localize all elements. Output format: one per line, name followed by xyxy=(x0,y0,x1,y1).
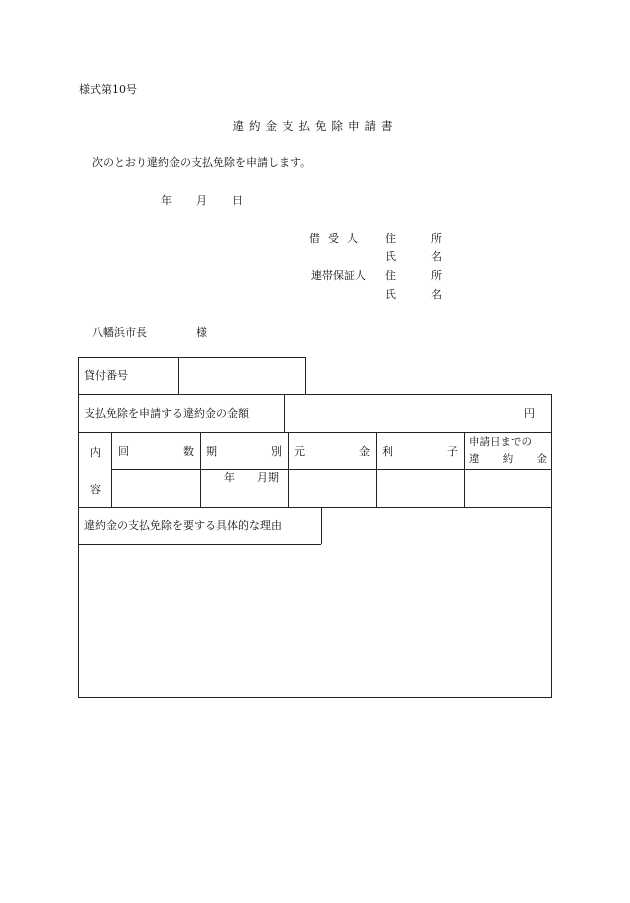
reason-label: 違約金の支払免除を要する具体的な理由 xyxy=(84,519,282,532)
content-label-bottom: 容 xyxy=(90,483,101,496)
reason-field[interactable] xyxy=(79,545,551,697)
loan-number-label: 貸付番号 xyxy=(84,369,128,382)
penalty-header-line2: 違 約 金 xyxy=(469,453,547,465)
guarantor-address-label: 住 所 xyxy=(385,269,454,282)
addressee-suffix: 様 xyxy=(196,326,207,339)
times-header: 回 数 xyxy=(118,445,194,458)
borrower-name-label: 氏 名 xyxy=(385,250,454,263)
loan-number-field[interactable] xyxy=(179,358,305,394)
guarantor-label: 連帯保証人 xyxy=(311,269,366,282)
guarantor-name-label: 氏 名 xyxy=(385,288,454,301)
date-month-label: 月 xyxy=(196,194,207,207)
content-label-top: 内 xyxy=(90,446,101,459)
addressee-name: 八幡浜市長 xyxy=(92,326,147,339)
form-number: 様式第10号 xyxy=(79,83,137,96)
amount-field[interactable] xyxy=(285,395,551,432)
period-value[interactable]: 年 月期 xyxy=(224,471,279,484)
amount-label: 支払免除を申請する違約金の金額 xyxy=(84,407,249,420)
period-header: 期 別 xyxy=(206,445,282,458)
date-day-label: 日 xyxy=(232,194,243,207)
penalty-header-line1: 申請日までの xyxy=(469,436,532,448)
date-year-label: 年 xyxy=(161,194,172,207)
penalty-field[interactable] xyxy=(465,470,551,507)
form-title: 違約金支払免除申請書 xyxy=(232,119,398,133)
application-table xyxy=(78,357,552,698)
amount-unit: 円 xyxy=(524,407,535,420)
times-field[interactable] xyxy=(112,470,200,507)
borrower-address-label: 住 所 xyxy=(385,232,454,245)
intro-text: 次のとおり違約金の支払免除を申請します。 xyxy=(92,156,312,169)
interest-header: 利 子 xyxy=(382,445,458,458)
borrower-label: 借受人 xyxy=(309,232,366,245)
interest-field[interactable] xyxy=(377,470,464,507)
principal-field[interactable] xyxy=(289,470,376,507)
principal-header: 元 金 xyxy=(294,445,370,458)
